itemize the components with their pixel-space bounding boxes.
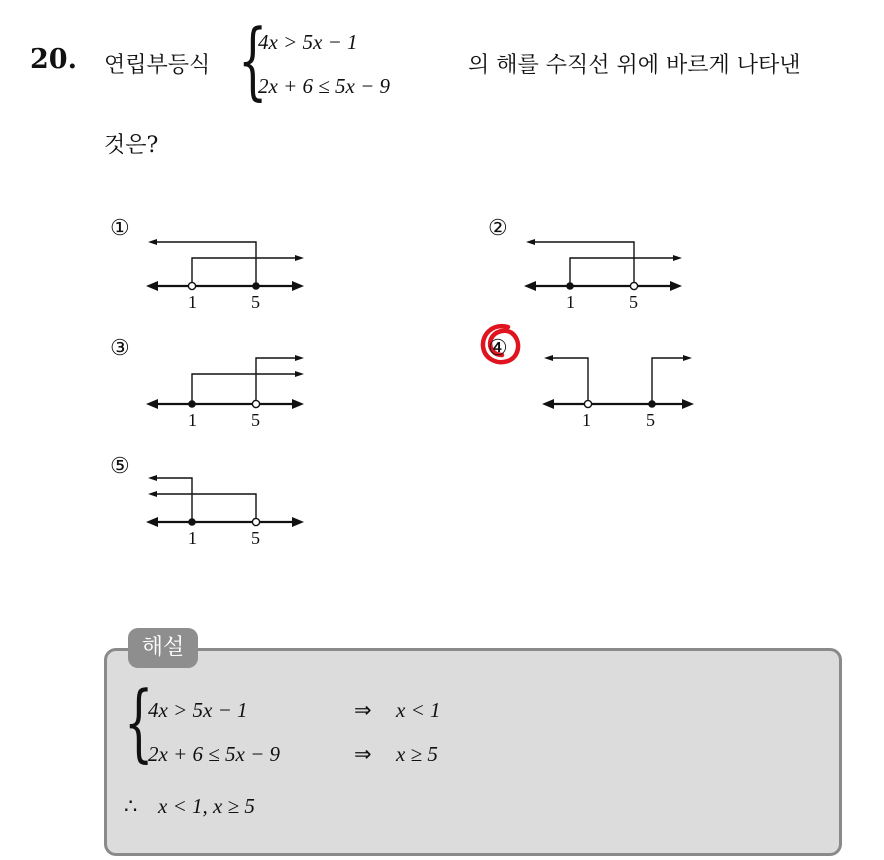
choice-1-tick-1: 1: [188, 292, 197, 312]
solution-ineq-2: 2x + 6 ≤ 5x − 9: [148, 742, 281, 766]
choice-5-number-line: [140, 466, 320, 536]
system-line-2: 2x + 6 ≤ 5x − 9: [258, 74, 391, 98]
therefore-symbol: ∴: [124, 794, 138, 818]
solution-arrow-2: ⇒: [354, 742, 372, 766]
question-line-2: 것은?: [104, 133, 159, 158]
choice-3-label[interactable]: ③: [110, 336, 130, 361]
solution-ineq-1: 4x > 5x − 1: [148, 698, 248, 722]
question-prefix: 연립부등식: [104, 53, 211, 78]
choice-4-tick-5: 5: [646, 410, 655, 430]
system-line-1: 4x > 5x − 1: [258, 30, 358, 54]
question-number: 20.: [30, 44, 77, 75]
solution-result-2: x ≥ 5: [396, 742, 438, 766]
solution-conclusion: x < 1, x ≥ 5: [158, 794, 255, 818]
choice-4-label[interactable]: ④: [488, 336, 508, 361]
choice-4-number-line: [536, 348, 716, 418]
choice-3-tick-5: 5: [251, 410, 260, 430]
choice-2-number-line: [518, 230, 698, 300]
choice-3-number-line: [140, 348, 320, 418]
choice-1-tick-5: 5: [251, 292, 260, 312]
question-suffix: 의 해를 수직선 위에 바르게 나타낸: [468, 53, 801, 78]
choice-2-tick-1: 1: [566, 292, 575, 312]
solution-result-1: x < 1: [396, 698, 441, 722]
choice-3-tick-1: 1: [188, 410, 197, 430]
choice-2-label[interactable]: ②: [488, 216, 508, 241]
choice-5-tick-1: 1: [188, 528, 197, 548]
solution-tag: 해설: [128, 628, 198, 668]
solution-arrow-1: ⇒: [354, 698, 372, 722]
choice-2-tick-5: 5: [629, 292, 638, 312]
solution-brace: {: [124, 673, 154, 771]
choice-5-label[interactable]: ⑤: [110, 454, 130, 479]
choice-1-label[interactable]: ①: [110, 216, 130, 241]
choice-1-number-line: [140, 230, 320, 300]
choice-4-tick-1: 1: [582, 410, 591, 430]
system-brace: {: [238, 11, 268, 109]
choice-5-tick-5: 5: [251, 528, 260, 548]
